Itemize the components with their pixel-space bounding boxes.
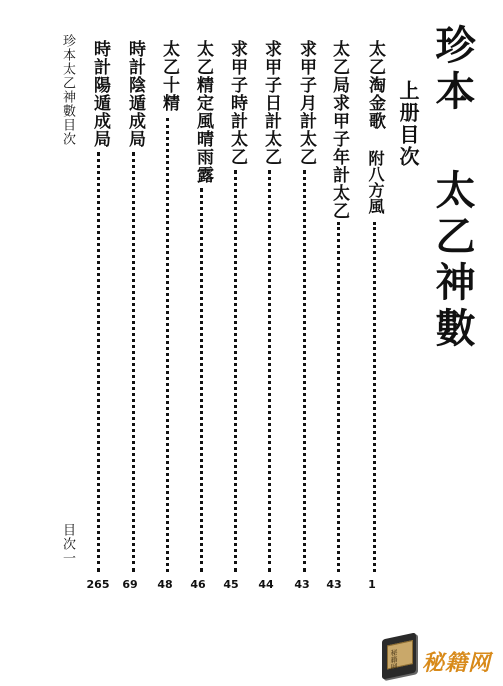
toc-entry-title: 時計陽遁成局 <box>90 40 110 148</box>
dot-leader <box>268 170 274 572</box>
toc-entry-title: 時計陰遁成局 <box>125 40 145 148</box>
dot-leader <box>132 152 138 572</box>
toc-entry-title: 求甲子時計太乙 <box>227 40 247 166</box>
toc-entry-page: 1 <box>368 578 376 591</box>
dot-leader <box>337 222 343 572</box>
toc-entry-title: 求甲子日計太乙 <box>261 40 281 166</box>
toc-entry-page: 43 <box>294 578 310 591</box>
toc-entry-title: 求甲子月計太乙 <box>296 40 316 166</box>
toc-entry-page: 43 <box>326 578 342 591</box>
dot-leader <box>97 152 103 572</box>
running-title: 珍本太乙神數目次 <box>60 34 75 146</box>
toc-entry-title: 太乙十精 <box>159 40 179 112</box>
toc-entry-page: 265 <box>86 578 110 591</box>
toc-entry-page: 46 <box>190 578 206 591</box>
toc-entry-title: 太乙局求甲子年計太乙 <box>329 40 349 220</box>
toc-entry-page: 44 <box>258 578 274 591</box>
page-folio: 目次一 <box>60 523 75 565</box>
dot-leader <box>303 170 309 572</box>
watermark-seal <box>382 632 416 679</box>
dot-leader <box>200 188 206 572</box>
toc-entry-subtitle: 附八方風 <box>366 150 385 214</box>
toc-entry-title: 太乙淘金歌 <box>365 40 385 130</box>
watermark-site-text: 秘籍网 <box>422 650 492 676</box>
seal-label: 秘籍网 <box>390 648 398 671</box>
toc-entry-page: 69 <box>122 578 138 591</box>
book-title: 珍本 太乙神數 <box>429 24 476 353</box>
dot-leader <box>373 222 379 572</box>
dot-leader <box>234 170 240 572</box>
toc-entry-page: 48 <box>157 578 173 591</box>
toc-entry-page: 45 <box>223 578 239 591</box>
dot-leader <box>166 118 172 572</box>
volume-heading: 上册目次 <box>396 80 420 168</box>
toc-entry-title: 太乙精定風晴雨露 <box>193 40 213 184</box>
